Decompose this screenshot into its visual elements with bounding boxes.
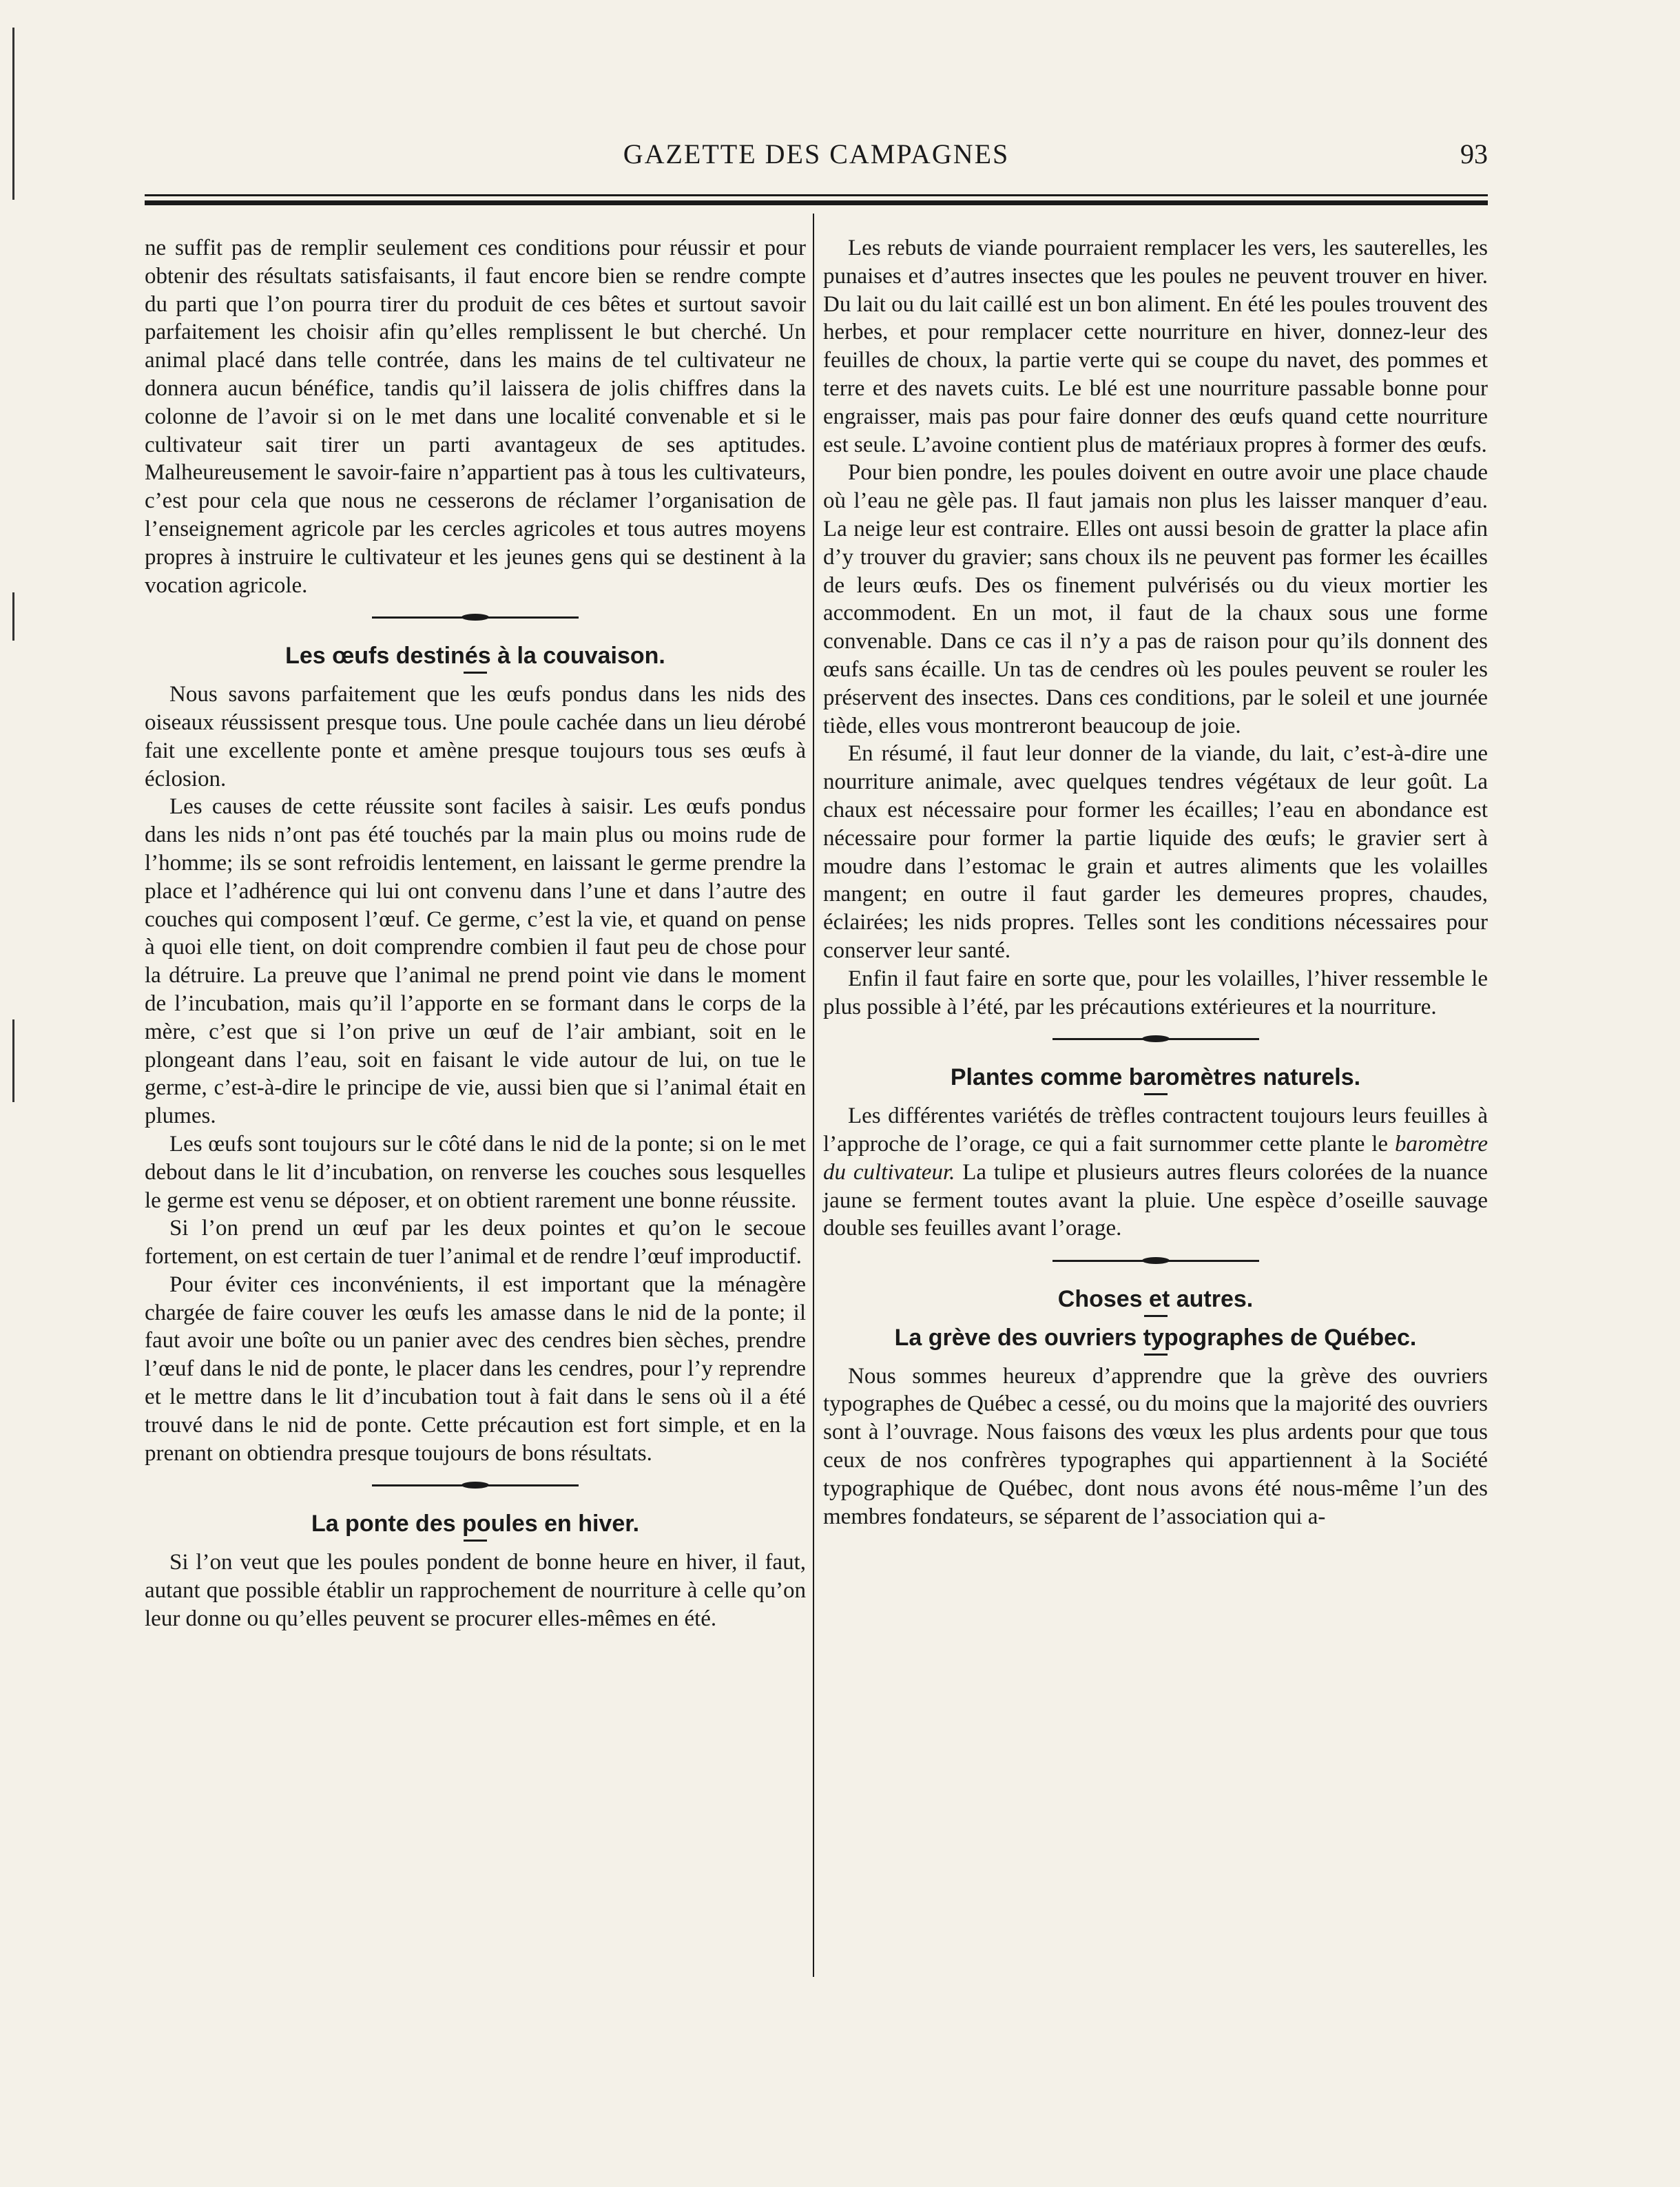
section-separator [1052,1255,1259,1266]
paragraph: Les causes de cette réussite sont faciles à saisir. Les œufs pondus dans les nids n’ont pas été touchés par la main plus ou moins rude de l’homme; ils se sont refroidis lentement, en laissant le germe prendre la place et l’adhérence qui lui ont convenu dans l’une et dans l’autre des couches qui composent l’œuf. Ce germe, c’est la vie, et quand on pense à quoi elle tient, on doit comprendre combien il faut peu de chose pour la détruire. La preuve que l’animal ne prend point vie dans le moment de l’incubation, mais qu’il l’apporte en se formant dans le corps de la mère, c’est que si l’on prive un œuf de l’air ambiant, soit en le plongeant dans l’eau, soit en faisant le vide autour de lui, on tue le germe, c’est-à-dire le principe de vie, aussi bien que si l’animal était en plumes. [145,794,806,1129]
column-right [823,234,1488,1531]
section-separator [372,612,579,623]
heading-dash [464,1540,487,1542]
section-separator [1052,1033,1259,1044]
heading-dash [464,672,487,674]
italic-phrase: baromètre du cultivateur. [823,1131,1488,1185]
paragraph: Les rebuts de viande pourraient remplacer les vers, les sauterelles, les punaises et d’autres insectes que les poules ne peuvent trouver en hiver. Du lait ou du lait caillé est un bon aliment. En été les poules trouvent des herbes, et pour remplacer cette nourriture en hiver, donnez-leur des feuilles de choux, la partie verte qui se coupe du navet, des pommes et terre et des navets cuits. Le blé est une nourriture passable bonne pour engraisser, mais pas pour faire donner des œufs quand cette nourriture est seule. L’avoine contient plus de matériaux propres à former des œufs. [823,236,1488,457]
paragraph: En résumé, il faut leur donner de la viande, du lait, c’est-à-dire une nourriture animale, avec quelques tendres végétaux de leur goût. La chaux est nécessaire pour former les écailles; l’eau en abondance est nécessaire pour former la partie liquide des œufs; le gravier sert à moudre dans l’estomac le grain et autres aliments que les volailles mangent; en outre il faut garder les demeures propres, chaudes, éclairées; les nids propres. Telles sont les conditions nécessaires pour conserver leur santé. [823,741,1488,963]
column-left [145,234,806,1633]
paragraph: Les œufs sont toujours sur le côté dans le nid de la ponte; si on le met debout dans le lit d’incubation, on renverse les couches sous lesquelles le germe est venu se déposer, et on obtient rarement une bonne réussite. [145,1131,806,1213]
section-heading: Les œufs destinés à la couvaison. [285,643,665,670]
section-heading: Choses et autres. [1057,1286,1254,1313]
column-divider [813,214,814,1977]
paragraph: Pour éviter ces inconvénients, il est important que la ménagère chargée de faire couver les œufs les amasse dans le nid de la ponte; il faut avoir une boîte ou un panier avec des cendres bien sèches, prendre l’œuf dans le nid de ponte, le placer dans les cendres, pour l’y reprendre et le mettre dans le lit d’incubation tout à fait dans le sens où il a été trouvé dans le nid de ponte. Cette précaution est fort simple, et en la prenant on obtiendra presque toujours de bons résultats. [145,1272,806,1466]
header-rule-thick [145,200,1488,205]
paragraph: Nous savons parfaitement que les œufs pondus dans les nids des oiseaux réussissent presque tous. Une poule cachée dans un lieu dérobé fait une excellente ponte et amène presque toujours tous ses œufs à éclosion. [145,682,806,791]
section-heading: Plantes comme baromètres naturels. [950,1064,1361,1091]
text-run: Les différentes variétés de trèfles contractent toujours leurs feuilles à l’approche de l’orage, ce qui a fait surnommer cette plante le [823,1103,1488,1157]
page-number: 93 [1460,138,1488,169]
paragraph: Nous sommes heureux d’apprendre que la grève des ouvriers typographes de Québec a cessé, ou du moins que la majorité des ouvriers sont à l’ouvrage. Nous faisons des vœux les plus ardents pour que tous ceux de nos confrères typographes qui appartiennent à la Société typographique de Québec, dont nous avons été nous-même l’un des membres fondateurs, se séparent de l’association qui a- [823,1363,1488,1529]
heading-dash [1144,1315,1168,1317]
sub-heading: La grève des ouvriers typographes de Québec. [894,1324,1417,1351]
paragraph: Si l’on veut que les poules pondent de bonne heure en hiver, il faut, autant que possible établir un rapprochement de nourriture à celle qu’on leur donne ou qu’elles peuvent se procurer elles-mêmes en été. [145,1550,806,1631]
heading-dash [1144,1093,1168,1095]
section-heading: La ponte des poules en hiver. [311,1511,640,1537]
left-margin-marks [0,0,41,2187]
heading-dash [1144,1354,1168,1356]
gazette-title: GAZETTE DES CAMPAGNES [623,138,1010,169]
paragraph: Enfin il faut faire en sorte que, pour les volailles, l’hiver ressemble le plus possible à l’été, par les précautions extérieures et la nourriture. [823,966,1488,1019]
paragraph [823,1102,1488,1243]
page-header [145,138,1488,172]
header-rule-thin [145,194,1488,196]
paragraph: ne suffit pas de remplir seulement ces conditions pour réussir et pour obtenir des résultats satisfaisants, il faut encore bien se rendre compte du parti que l’on pourra tirer du produit de ces bêtes et surtout savoir parfaitement les choisir afin qu’elles remplissent le but cherché. Un animal placé dans telle contrée, dans les mains de tel cultivateur ne donnera aucun bénéfice, tandis qu’il laissera de jolis chiffres dans la colonne de l’avoir si on le met dans une localité convenable et si le cultivateur sait tirer un parti avantageux de ses aptitudes. Malheureusement le savoir-faire n’appartient pas à tous les cultivateurs, c’est pour cela que nous ne cesserons de réclamer l’organisation de l’enseignement agricole par les cercles agricoles et tous autres moyens propres à instruire le cultivateur et les jeunes gens qui se destinent à la vocation agricole. [145,236,806,598]
text-run: La tulipe et plusieurs autres fleurs colorées de la nuance jaune se ferment toutes avant la pluie. Une espèce d’oseille sauvage double ses feuilles avant l’orage. [823,1159,1488,1241]
section-separator [372,1480,579,1491]
paragraph: Pour bien pondre, les poules doivent en outre avoir une place chaude où l’eau ne gèle pas. Il faut jamais non plus les laisser manquer d’eau. La neige leur est contraire. Elles ont aussi besoin de gratter la place afin d’y trouver du gravier; sans choux ils ne peuvent pas former les écailles de leurs œufs. Des os finement pulvérisés ou du vieux mortier les accommodent. En un mot, il faut de la chaux sous une forme convenable. Dans ce cas il n’y a pas de raison pour qu’ils donnent des œufs sans écaille. Un tas de cendres où les poules peuvent se rouler les préservent des insectes. Dans ces conditions, par le soleil et une journée tiède, elles vous montreront beaucoup de joie. [823,460,1488,738]
paragraph: Si l’on prend un œuf par les deux pointes et qu’on le secoue fortement, on est certain de tuer l’animal et de rendre l’œuf improductif. [145,1216,806,1269]
